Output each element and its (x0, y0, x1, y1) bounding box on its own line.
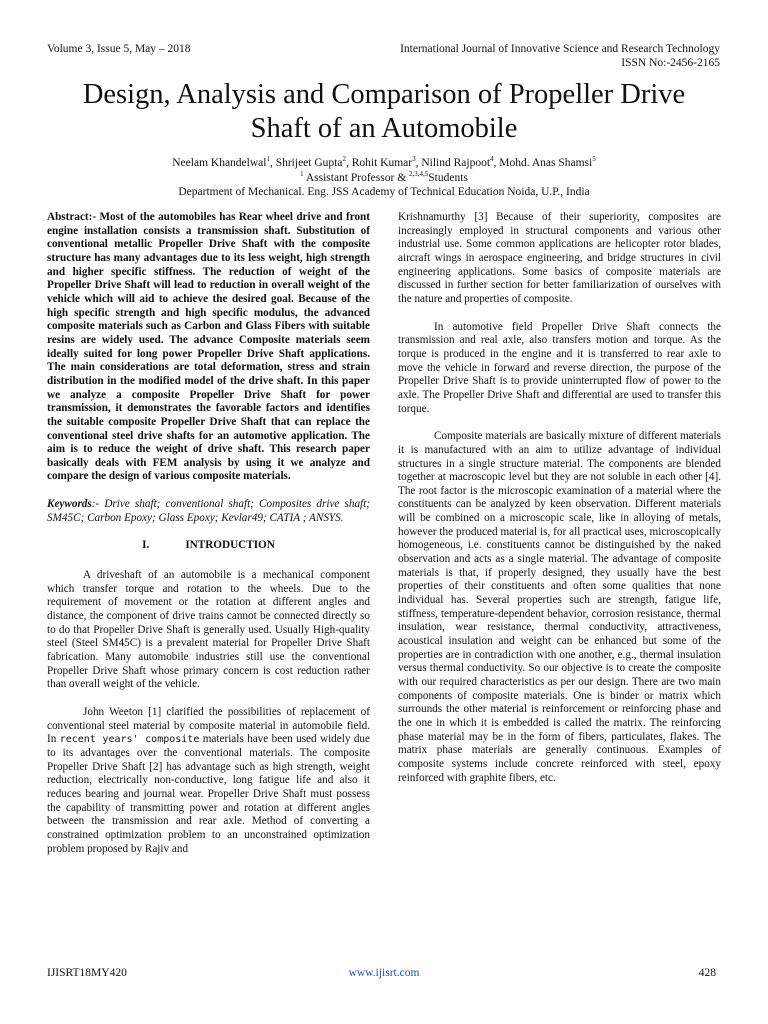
section-title: INTRODUCTION (185, 539, 275, 552)
author-name: , Mohd. Anas Shamsi (493, 157, 593, 169)
author-affiliation-mark: 5 (592, 155, 596, 164)
author-name: , Rohit Kumar (345, 157, 413, 169)
footer-website-link[interactable]: www.ijisrt.com (348, 967, 420, 979)
role-mark: 2,3,4,5 (409, 169, 429, 178)
intro-paragraph-2-mono: recent years' composite (59, 734, 200, 746)
author-name: , Nilind Rajpoot (415, 157, 491, 169)
section-heading-introduction (47, 539, 370, 553)
author-affiliation-mark: 1 (266, 155, 270, 164)
keywords-label: Keywords (47, 498, 92, 511)
role-mark: 1 (300, 169, 304, 178)
header-issn: ISSN No:-2456-2165 (621, 57, 720, 69)
keywords (47, 498, 370, 525)
right-paragraph-2: In automotive field Propeller Drive Shaft connects the transmission and real axle, also transfers motion and torque. As the torque is produced in the engine and it is transferred to rear axle to move the vehicle in forward and reverse direction, the purpose of the Propeller Drive Shaft is to provide uninterrupted flow of power to the axle. The Propeller Drive Shaft and differential are used to transfer this torque. (398, 320, 721, 415)
header-journal-block (400, 42, 720, 70)
right-column (398, 211, 721, 785)
author-block (60, 156, 708, 200)
author-list (60, 156, 708, 171)
author-affiliation-mark: 2 (342, 155, 346, 164)
author-department: Department of Mechanical. Eng. JSS Academy of Technical Education Noida, U.P., India (178, 186, 590, 198)
left-column (47, 211, 370, 856)
paper-title-line-1: Design, Analysis and Comparison of Propeller Drive (82, 79, 686, 110)
header-volume: Volume 3, Issue 5, May – 2018 (47, 43, 191, 55)
right-paragraph-3: Composite materials are basically mixture of different materials it is manufactured with an aim to utilize advantage of individual structures in a single structure material. The components are blended together at macroscopic level but they are not soluble in each other [4]. The root factor is the microscopic examination of a material where the constituents can be analyzed by keen observation. Different materials will be combined on a microscopic scale, like in alloying of metals, however the produced material is, for all practical uses, microscopically homogeneous, i.e. constituents cannot be distinguished by the naked observation and acts as a single material. The advantage of composite materials is that, if properly designed, they usually have the best properties of their constituents and often some qualities that none individual has. Several properties such are strength, fatigue life, stiffness, temperature-dependent behavior, corrosion resistance, thermal insulation, wear resistance, thermal conductivity, attractiveness, acoustical insulation and weight can be enhanced but some of the properties are in contradiction with one another, e.g., thermal insulation versus thermal conductivity. So our objective is to create the composite with our required characteristics as per our design. There are two main components of composite materials. One is binder or matrix which surrounds the other material is reinforcement or reinforcing phase and the one in which it is embedded is called the matrix. The reinforcing phase material may be in the form of fibers, particulates, flakes. The matrix phase materials are generally continuous. Examples of composite systems include concrete reinforced with steel, epoxy reinforced with graphite fibers, etc. (398, 430, 721, 784)
footer-page-number: 428 (698, 967, 716, 979)
abstract: Abstract:- Most of the automobiles has Rear wheel drive and front engine installation consists a transmission shaft. Substitution of conventional metallic Propeller Drive Shaft with the composite structure has many advantages due to its less weight, high strength and higher specific stiffness. The reduction of weight of the Propeller Drive Shaft will lead to reduction in overall weight of the vehicle which will aid to achieve the desired goal. Because of the high specific strength and high specific modulus, the advanced composite materials such as Carbon and Glass Fibers with suitable resins are widely used. The advance Composite materials seem ideally suited for long power Propeller Drive Shaft applications. The main considerations are total deformation, stress and strain distribution in the modified model of the drive shaft. In this paper we analyze a composite Propeller Drive Shaft for power transmission, it demonstrates the favorable factors and identifies the suitable composite Propeller Drive Shaft that can replace the conventional steel drive shafts for an automotive application. The aim is to reduce the weight of drive shaft. This research paper basically deals with FEM analysis by using it we analyze and compare the design of various composite materials. (47, 211, 370, 483)
intro-paragraph-2-text-b: materials have been used widely due to its advantages over the conventional materials. The composite Propeller Drive Shaft [2] has advantage such as high strength, weight reduction, electrically non-conductive, long fatigue life and also it reduces bearing and journal wear. Propeller Drive Shaft must possess the capability of transmitting power and rotation at different angles between the transmission and rear axle. Method of converting a constrained optimization problem to an unconstrained optimization problem proposed by Rajiv and (47, 733, 370, 855)
role-text: Students (428, 171, 468, 184)
author-name: Neelam Khandelwal (172, 157, 267, 169)
paper-title (40, 78, 728, 146)
intro-paragraph-1: A driveshaft of an automobile is a mechanical component which transfer torque and rotation to the wheels. Due to the requirement of movement or the rotation at different angles and distance, the component of drive trains cannot be connected directly so to do that Propeller Drive Shaft is generally used. Usually High-quality steel (Steel SM45C) is a prevalent material for Propeller Drive Shaft fabrication. Many automobile industries still use the conventional Propeller Drive Shaft whose primary concern is cost reduction rather than overall weight of the vehicle. (47, 569, 370, 691)
author-affiliation-mark: 4 (490, 155, 494, 164)
right-paragraph-1: Krishnamurthy [3] Because of their superiority, composites are increasingly employed in structural components and various other industrial use. Some common applications are helicopter rotor blades, aircraft wings in aerospace engineering, and bridge structures in civil engineering applications. Some basics of composite materials are discussed in further section for better familiarization of ourselves with the nature and properties of composite. (398, 211, 721, 305)
footer-paper-id: IJISRT18MY420 (47, 967, 127, 979)
intro-paragraph-2 (47, 706, 370, 856)
role-text: Assistant Professor & (303, 171, 410, 184)
keywords-text: :- Drive shaft; conventional shaft; Composites drive shaft; SM45C; Carbon Epoxy; Glass Epoxy; Kevlar49; CATIA ; ANSYS. (47, 498, 370, 524)
author-name: , Shrijeet Gupta (269, 157, 343, 169)
header-journal-name: International Journal of Innovative Science and Research Technology (400, 43, 720, 55)
intro-paragraph-2-text-a: John Weeton [1] clarified the possibilities of replacement of conventional steel material by composite material in automobile field. In (47, 706, 370, 746)
paper-title-line-2: Shaft of an Automobile (250, 113, 518, 144)
author-roles (60, 171, 708, 186)
section-number: I. (142, 539, 150, 552)
author-affiliation-mark: 3 (412, 155, 416, 164)
